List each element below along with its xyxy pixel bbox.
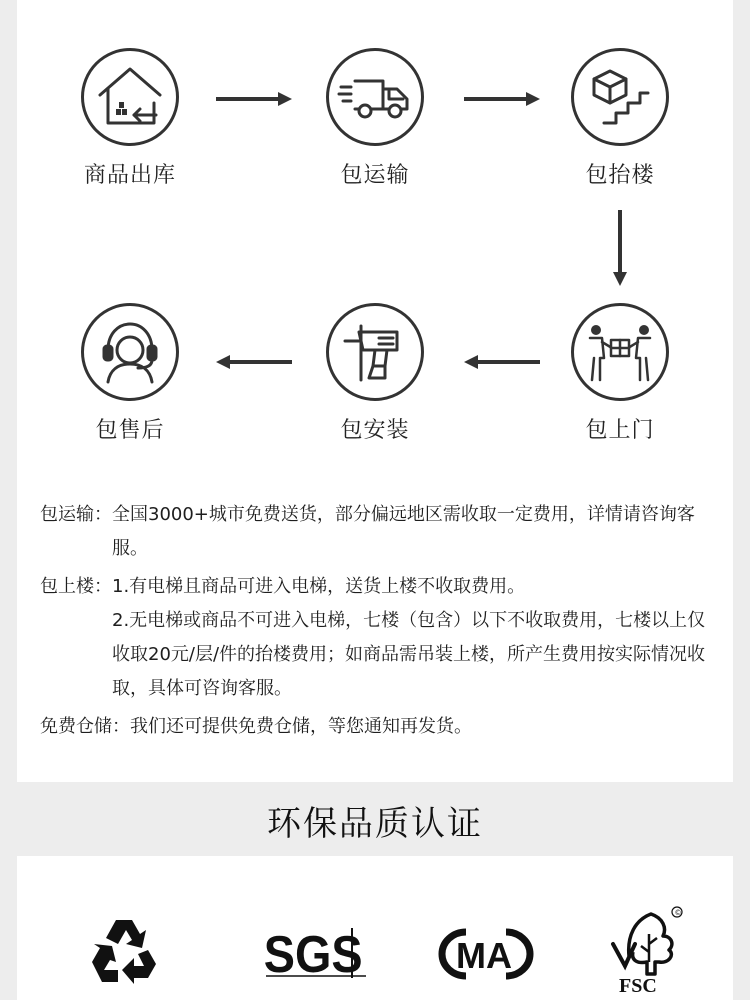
arrow-left-icon [214, 353, 294, 371]
step-label: 包运输 [340, 163, 410, 188]
step-outbound [60, 48, 200, 189]
arrow-right-icon [214, 90, 294, 108]
step-transport-circle [326, 48, 424, 146]
recycle-logo [88, 916, 160, 986]
step-outbound-circle [81, 48, 179, 146]
info-transport [40, 498, 720, 566]
svg-text:©: © [674, 909, 682, 917]
stairs-box-icon [584, 61, 656, 133]
fsc-logo-mark [605, 904, 689, 996]
info-value: 全国3000+城市免费送货，部分偏远地区需收取一定费用，详情请咨询客服。 [112, 504, 695, 559]
info-upstairs [40, 570, 720, 706]
headset-icon [94, 316, 166, 388]
sgs-logo [262, 922, 368, 986]
step-upstairs-circle [571, 48, 669, 146]
section-title: 环保品质认证 [267, 804, 483, 844]
service-info [40, 498, 720, 744]
sgs-logo-mark [262, 922, 368, 982]
info-storage [40, 710, 720, 744]
step-installation [305, 303, 445, 444]
step-label: 包售后 [95, 418, 165, 443]
cma-logo [436, 926, 536, 986]
info-value: 我们还可提供免费仓储，等您通知再发货。 [130, 716, 472, 737]
step-installation-circle [326, 303, 424, 401]
cma-logo-mark [436, 926, 536, 982]
fsc-logo-text: FSC [619, 975, 657, 996]
step-after-sales-circle [81, 303, 179, 401]
step-upstairs [550, 48, 690, 189]
info-key: 包上楼： [40, 576, 112, 597]
step-label: 包上门 [585, 418, 655, 443]
step-transport [305, 48, 445, 189]
arrow-down-icon [611, 208, 629, 288]
info-value [112, 570, 720, 706]
drill-icon [339, 316, 411, 388]
warehouse-icon [94, 61, 166, 133]
arrow-left-icon [462, 353, 542, 371]
info-key: 包运输： [40, 504, 112, 525]
step-doorstep-circle [571, 303, 669, 401]
arrow-right-icon [462, 90, 542, 108]
step-after-sales [60, 303, 200, 444]
step-label: 包安装 [340, 418, 410, 443]
step-label: 包抬楼 [585, 163, 655, 188]
step-label: 商品出库 [83, 163, 176, 188]
info-key: 免费仓储： [40, 716, 130, 737]
cma-logo-text: MA [456, 935, 512, 976]
sgs-logo-text: SGS [263, 925, 363, 982]
step-doorstep [550, 303, 690, 444]
info-upstairs-item: 1.有电梯且商品可进入电梯，送货上楼不收取费用。 [112, 576, 526, 597]
delivery-handover-icon [582, 316, 658, 388]
fsc-logo [605, 904, 689, 1000]
info-upstairs-item: 2.无电梯或商品不可进入电梯，七楼（包含）以下不收取费用，七楼以上仅收取20元/层/件的抬楼费用；如商品需吊装上楼，所产生费用按实际情况收取，具体可咨询客服。 [112, 610, 706, 699]
truck-icon [337, 67, 413, 127]
